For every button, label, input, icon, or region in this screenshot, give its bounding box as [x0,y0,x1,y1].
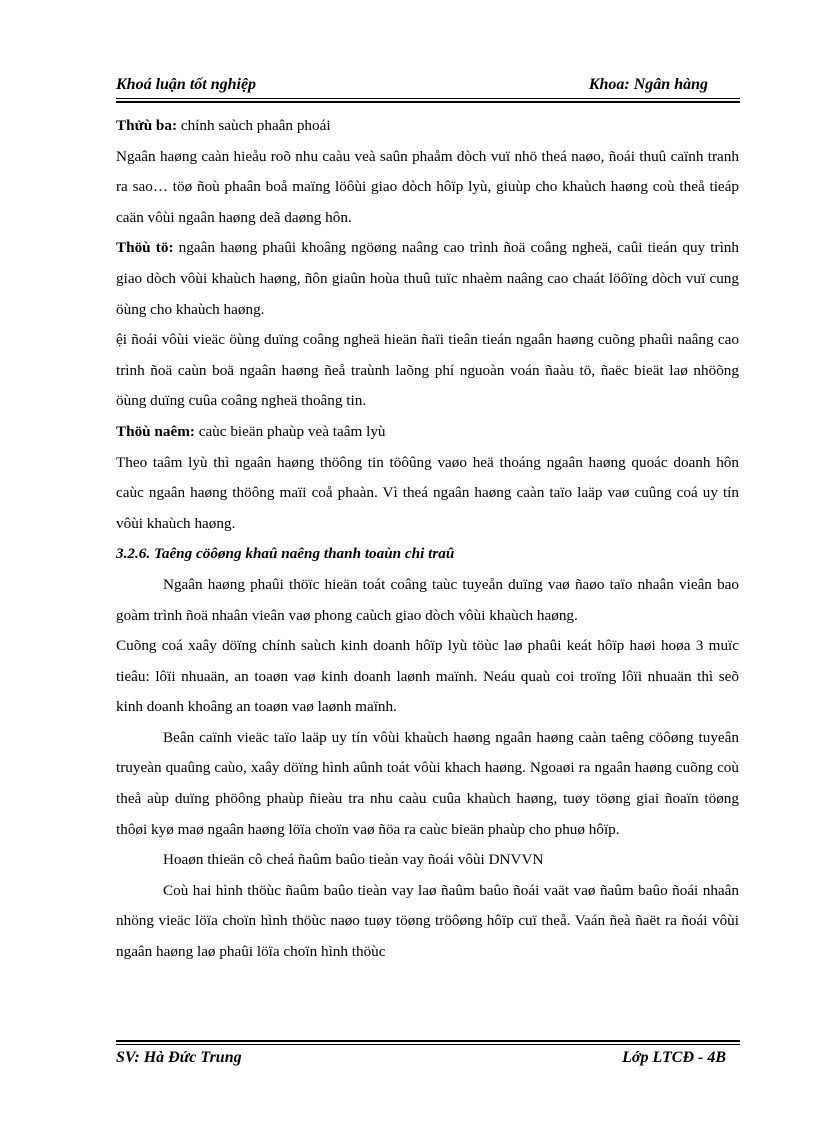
footer-rule-thick [116,1040,740,1042]
paragraph-text: caùc bieän phaùp veà taâm lyù [194,422,386,440]
paragraph-label: Thöù naêm: [116,422,195,440]
paragraph-text: ngaân haøng phaûi khoâng ngöøng naâng cao trình ñoä coâng ngheä, caûi tieán quy trình giao dòch vôùi khaùch haøng, ñôn giaûn hoùa thuû tuïc nhaèm naâng cao chaát löôïng dòch vuï cung öùng cho khaùch haøng. [116,239,739,318]
paragraph: Hoaøn thieän cô cheá ñaûm baûo tieàn vay ñoái vôùi DNVVN [163,851,544,869]
paragraph: Ngaân haøng phaûi thöïc hieän toát coâng taùc tuyeån duïng vaø ñaøo taïo nhaân vieân bao goàm trình ñoä nhaân vieân vaø phong caùch giao dòch vôùi khaùch haøng. [116,575,739,624]
paragraph-text: chính saùch phaân phoái [177,117,331,134]
paragraph: Cuõng coá xaây döïng chính saùch kinh doanh hôïp lyù töùc laø phaûi keát hôïp haøi hoøa 3 muïc tieâu: lôïi nhuaän, an toaøn vaø kinh doanh laønh maïnh. Neáu quaù coi troïng lôïi nhuaän thì seõ kinh doanh khoâng an toaøn vaø laønh maïnh. [116,637,739,716]
paragraph-fifth-policy [116,417,739,448]
footer-rule [116,1044,740,1045]
footer-class: Lớp LTCĐ - 4B [622,1049,726,1066]
paragraph: ệi ñoái vôùi vieäc öùng duïng coâng ngheä hieän ñaïi tieân tieán ngaân haøng cuõng phaûi naâng cao trình ñoä caùn boä ngaân haøng ñeå traùnh laõng phí nguoàn voán ñaàu tö, ñaëc bieät laø nhöõng öùng duïng cuûa coâng ngheä thoâng tin. [116,331,739,410]
paragraph: Theo taâm lyù thì ngaân haøng thöông tin töôûng vaøo heä thoáng ngaân haøng quoác doanh hôn caùc ngaân haøng thöông maïi coå phaàn. Vì theá ngaân haøng caàn taïo laäp vaø cuûng coá uy tín vôùi khaùch haøng. [116,453,739,532]
paragraph-third-policy [116,111,739,142]
header-faculty: Khoa: Ngân hàng [588,76,708,93]
header-thesis-title: Khoá luận tốt nghiệp [116,76,257,93]
paragraph-label: Thöù tö: [116,239,174,257]
paragraph-fourth-policy [116,233,739,325]
header-rule [116,98,740,99]
paragraph-label: Thửù ba: [116,117,178,134]
paragraph: Beân caïnh vieäc taïo laäp uy tín vôùi khaùch haøng ngaân haøng caàn taêng cöôøng tuyeân truyeàn quaûng caùo, xaây döïng hình aûnh toát vôùi khach haøng. Ngoaøi ra ngaân haøng cuõng coù theå aùp duïng phöông phaùp ñieàu tra nhu caàu cuûa khaùch haøng, tuøy töøng giai ñoaïn töøng thôøi kyø maø ngaân haøng löïa choïn vaø ñöa ra caùc bieän phaùp cho phuø hôïp. [116,728,739,838]
paragraph: Coù hai hình thöùc ñaûm baûo tieàn vay laø ñaûm baûo ñoái vaät vaø ñaûm baûo ñoái nhaân nhöng vieäc löïa choïn hình thöùc naøo tuøy töøng tröôøng hôïp cuï theå. Vaán ñeà ñaët ra ñoái vôùi ngaân haøng laø phaûi löïa choïn hình thöùc [116,881,739,961]
page-footer [116,1049,740,1071]
paragraph: Ngaân haøng caàn hieåu roõ nhu caàu veà saûn phaåm dòch vuï nhö theá naøo, ñoái thuû caïnh tranh ra sao… töø ñoù phaân boå maïng löôùi giao dòch hôïp lyù, giuùp cho khaùch haøng coù theå tieáp caän vôùi ngaân haøng deã daøng hôn. [116,147,739,226]
document-body [116,111,739,968]
section-heading: 3.2.6. Taêng cöôøng khaû naêng thanh toaùn chi traû [116,545,455,563]
footer-student: SV: Hà Đức Trung [116,1049,242,1066]
page-header [116,76,740,98]
header-rule-thick [116,101,740,103]
